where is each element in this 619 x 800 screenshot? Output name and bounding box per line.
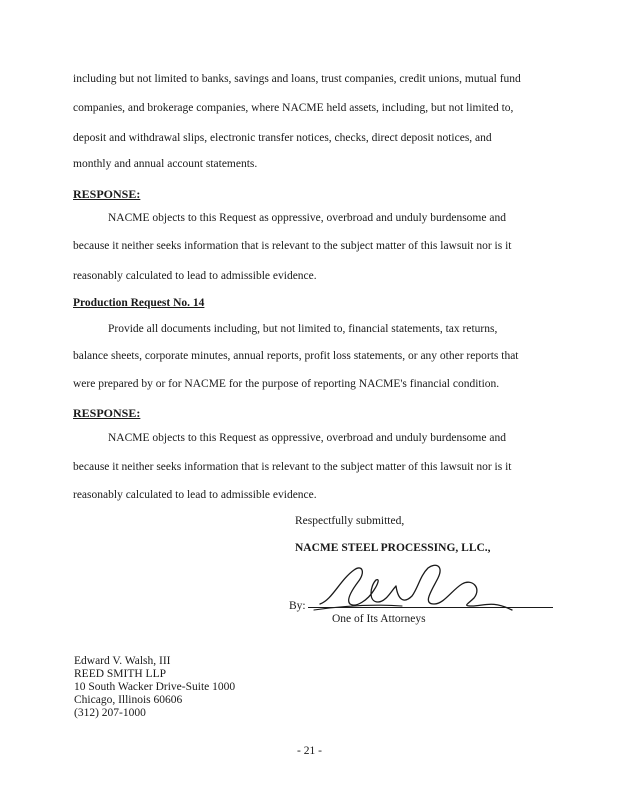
continuation-line-1: including but not limited to banks, savings and loans, trust companies, credit unions, mutual fund bbox=[73, 73, 521, 85]
page-number: - 21 - bbox=[297, 745, 322, 757]
response-1-line-1: NACME objects to this Request as oppressive, overbroad and unduly burdensome and bbox=[108, 212, 506, 224]
law-firm: REED SMITH LLP bbox=[74, 668, 166, 680]
handwritten-signature bbox=[312, 560, 522, 618]
response-2-line-3: reasonably calculated to lead to admissible evidence. bbox=[73, 489, 317, 501]
phone-number: (312) 207-1000 bbox=[74, 707, 146, 719]
continuation-line-4: monthly and annual account statements. bbox=[73, 158, 258, 170]
street-address: 10 South Wacker Drive-Suite 1000 bbox=[74, 681, 236, 693]
response-heading-1: RESPONSE: bbox=[73, 187, 141, 201]
request-14-line-1: Provide all documents including, but not limited to, financial statements, tax returns, bbox=[108, 323, 498, 335]
response-1-line-3: reasonably calculated to lead to admissible evidence. bbox=[73, 270, 317, 282]
signature-line bbox=[308, 607, 553, 608]
production-request-heading: Production Request No. 14 bbox=[73, 297, 205, 309]
closing-text: Respectfully submitted, bbox=[295, 515, 405, 527]
by-label: By: bbox=[289, 600, 306, 612]
response-1-line-2: because it neither seeks information that is relevant to the subject matter of this lawsuit nor is it bbox=[73, 240, 512, 252]
response-heading-2: RESPONSE: bbox=[73, 406, 141, 420]
city-state-zip: Chicago, Illinois 60606 bbox=[74, 694, 183, 706]
continuation-line-2: companies, and brokerage companies, where NACME held assets, including, but not limited to, bbox=[73, 102, 514, 114]
request-14-line-2: balance sheets, corporate minutes, annual reports, profit loss statements, or any other reports that bbox=[73, 350, 519, 362]
firm-name: NACME STEEL PROCESSING, LLC., bbox=[295, 542, 491, 554]
request-14-line-3: were prepared by or for NACME for the purpose of reporting NACME's financial condition. bbox=[73, 378, 500, 390]
attorney-role: One of Its Attorneys bbox=[332, 613, 426, 625]
continuation-line-3: deposit and withdrawal slips, electronic transfer notices, checks, direct deposit notices, and bbox=[73, 132, 492, 144]
response-2-line-2: because it neither seeks information that is relevant to the subject matter of this lawsuit nor is it bbox=[73, 461, 512, 473]
attorney-name: Edward V. Walsh, III bbox=[74, 655, 171, 667]
response-2-line-1: NACME objects to this Request as oppressive, overbroad and unduly burdensome and bbox=[108, 432, 506, 444]
